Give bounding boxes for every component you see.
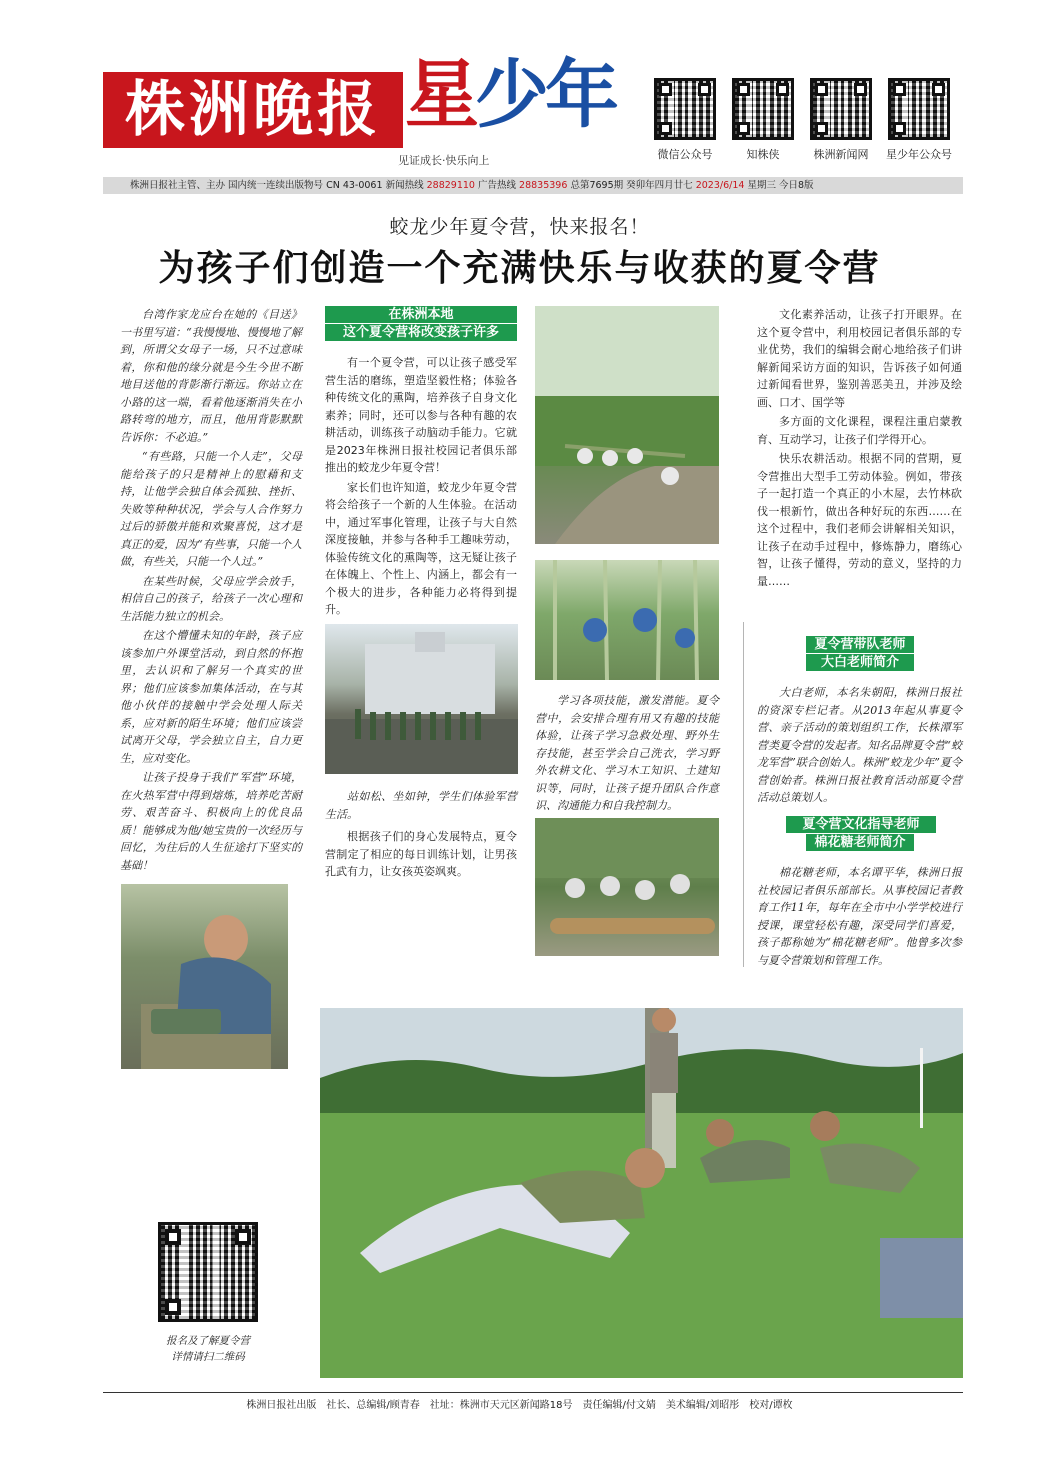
paragraph: 让孩子投身于我们“军营”环境，在火热军营中得到熔炼，培养吃苦耐劳、艰苦奋斗、积极向上的优良品质！能够成为他/她宝贵的一次经历与回忆，为往后的人生征途打下坚实的基础！	[120, 771, 302, 872]
qr-caption: 报名及了解夏令营 详情请扫二维码	[166, 1335, 250, 1363]
qr-label: 株洲新闻网	[813, 148, 869, 161]
paragraph: “有些路，只能一个人走”，父母能给孩子的只是精神上的慰藉和支持，让他学会独自体会孤独、挫折、失败等种种状况，学会与人合作努力过后的骄傲并能和欢聚喜悦，这才是真正的爱，因为“有些事，只能一个人做，有些关，只能一个人过。”	[120, 450, 302, 568]
page-count: 今日8版	[779, 180, 814, 191]
brand-logo	[405, 40, 620, 160]
qr-code-icon	[158, 1222, 258, 1322]
news-hotline: 28829110	[426, 180, 475, 191]
column-4	[757, 306, 962, 592]
log-photo-shapes	[535, 818, 719, 956]
brand-char-star: 星	[405, 52, 475, 138]
paragraph: 在这个懵懂未知的年龄，孩子应该参加户外课堂活动，到自然的怀抱里，去认识和了解另一个真实的世界；他们应该参加集体活动，在与其他小伙伴的接触中学会处理人际关系，应对新的陌生环境；他们应该尝试离开父母，学会独立自主，自力更生，应对变化。	[120, 629, 302, 765]
signup-qr-code[interactable]	[158, 1222, 258, 1322]
caption-skills: 学习各项技能，激发潜能。夏令营中，会安排合理有用又有趣的技能体验，让孩子学习急救处理、野外生存技能，甚至学会自己洗衣，学习野外农耕文化、学习木工知识、土建知识等，同时，让孩子提升团队合作意识、沟通能力和自我控制力。	[535, 694, 719, 812]
photo-bamboo-forest	[535, 560, 719, 680]
news-hotline-label: 新闻热线	[385, 180, 424, 191]
qr-code-icon	[654, 78, 716, 140]
paragraph: 有一个夏令营，可以让孩子感受军营生活的磨练，塑造坚毅性格；体验各种传统文化的熏陶，培养孩子自身文化素养；同时，还可以参与各种有趣的农耕活动，训练孩子动脑动手能力。它就是2023年株洲日报社校园记者俱乐部推出的蛟龙少年夏令营！	[325, 356, 517, 474]
article-title: 为孩子们创造一个充满快乐与收获的夏令营	[158, 248, 881, 289]
paragraph: 家长们也许知道，蛟龙少年夏令营将会给孩子一个新的人生体验。在活动中，通过军事化管理，让孩子与大自然深度接触，并参与各种手工趣味劳动，体验传统文化的熏陶等，这无疑让孩子在体魄上、个性上、内涵上，都会有一个极大的进步，各种能力必将得到提升。	[325, 480, 517, 616]
paragraph: 快乐农耕活动。根据不同的营期，夏令营推出大型手工劳动体验。例如，带孩子一起打造一个真正的小木屋，去竹林砍伐一根新竹，做出各种好玩的东西……在这个过程中，我们老师会讲解相关知识，让孩子在动手过程中，修炼静力，磨练心智，让孩子懂得，劳动的意义，坚持的力量……	[757, 452, 962, 588]
teacher2-head1: 夏令营文化指导老师	[786, 816, 936, 833]
teacher1-head1: 夏令营带队老师	[806, 636, 914, 653]
qr-item[interactable]	[810, 78, 872, 161]
qr-code-icon	[888, 78, 950, 140]
qr-item[interactable]	[654, 78, 716, 161]
brand-char-youth: 少年	[475, 52, 615, 138]
issue-date: 2023/6/14	[695, 180, 745, 191]
column-2	[325, 354, 517, 621]
bamboo-photo-shapes	[535, 306, 719, 544]
photo-quilt-folding	[121, 884, 288, 1069]
paragraph: 文化素养活动，让孩子打开眼界。在这个夏令营中，利用校园记者俱乐部的专业优势，我们的编辑会耐心地给孩子们讲解新闻采访方面的知识，告诉孩子如何通过新闻看世界，鉴别善恶美丑，并涉及绘画、口才、国学等	[757, 308, 962, 409]
qr-label: 微信公众号	[657, 148, 713, 161]
pushup-photo-shapes	[320, 1008, 963, 1378]
quilt-photo-shapes	[121, 884, 288, 1069]
qr-item[interactable]	[732, 78, 794, 161]
weekday: 星期三	[747, 180, 776, 191]
section-local-line1: 在株洲本地	[325, 306, 517, 323]
column-2-bottom: 根据孩子们的身心发展特点，夏令营制定了相应的每日训练计划，让男孩孔武有力，让女孩英姿飒爽。	[325, 830, 517, 878]
formation-photo-shapes	[325, 624, 518, 774]
caption-standing: 站如松、坐如钟，学生们体验军营生活。	[325, 790, 517, 821]
qr-code-icon	[810, 78, 872, 140]
paper-name-logo: 株洲晚报	[103, 72, 403, 148]
photo-pushups	[320, 1008, 963, 1378]
teacher1-body: 大白老师，本名朱朝阳，株洲日报社的资深专栏记者。从2013年起从事夏令营、亲子活动的策划组织工作，长株潭军营类夏令营的发起者。知名品牌夏令营“蛟龙军营”联合创始人。株洲“蛟龙少年”夏令营创始者。株洲日报社教育活动部夏令营活动总策划人。	[757, 686, 962, 804]
qr-item[interactable]	[886, 78, 952, 161]
photo-log-activity	[535, 818, 719, 956]
footer-divider	[103, 1392, 963, 1393]
column-1	[120, 306, 302, 876]
teacher2-head2: 棉花糖老师简介	[806, 834, 914, 851]
ad-hotline-label: 广告热线	[478, 180, 517, 191]
issue-number: 总第7695期	[570, 180, 624, 191]
photo-bamboo-carry	[535, 306, 719, 544]
paragraph: 在某些时候，父母应学会放手，相信自己的孩子，给孩子一次心理和生活能力独立的机会。	[120, 574, 302, 623]
paragraph: 台湾作家龙应台在她的《目送》一书里写道：“我慢慢地、慢慢地了解到，所谓父女母子一场，只不过意味着，你和他的缘分就是今生今世不断地目送他的背影渐行渐远。你站立在小路的这一端，看着他逐渐消失在小路转弯的地方，而且，他用背影默默告诉你：不必追。”	[120, 308, 302, 444]
cn-number: 国内统一连续出版物号 CN 43-0061	[228, 180, 383, 191]
section-local-line2: 这个夏令营将改变孩子许多	[325, 324, 517, 341]
info-bar	[103, 177, 963, 194]
qr-label: 知株侠	[746, 148, 780, 161]
teacher1-head2: 大白老师简介	[806, 654, 914, 671]
slogan: 见证成长·快乐向上	[398, 154, 490, 167]
forest-photo-shapes	[535, 560, 719, 680]
paragraph: 多方面的文化课程，课程注重启蒙教育、互动学习，让孩子们学得开心。	[757, 415, 962, 446]
lunar-date: 癸卯年四月廿七	[626, 180, 693, 191]
article-subtitle: 蛟龙少年夏令营，快来报名！	[389, 216, 650, 238]
ad-hotline: 28835396	[519, 180, 568, 191]
footer-credits: 株洲日报社出版 社长、总编辑/顾青春 社址：株洲市天元区新闻路18号 责任编辑/付文婧 美术编辑/刘昭彤 校对/谭枚	[246, 1400, 793, 1411]
sidebar-divider	[743, 622, 744, 967]
publisher: 株洲日报社主管、主办	[130, 180, 226, 191]
qr-code-icon	[732, 78, 794, 140]
qr-label: 星少年公众号	[886, 148, 952, 161]
teacher2-body: 棉花糖老师，本名谭平华，株洲日报社校园记者俱乐部部长。从事校园记者教育工作11年，每年在全市中小学学校进行授课，课堂轻松有趣，深受同学们喜爱，孩子都称她为“棉花糖老师”。他曾多次参与夏令营策划和管理工作。	[757, 866, 962, 967]
photo-formation	[325, 624, 518, 774]
